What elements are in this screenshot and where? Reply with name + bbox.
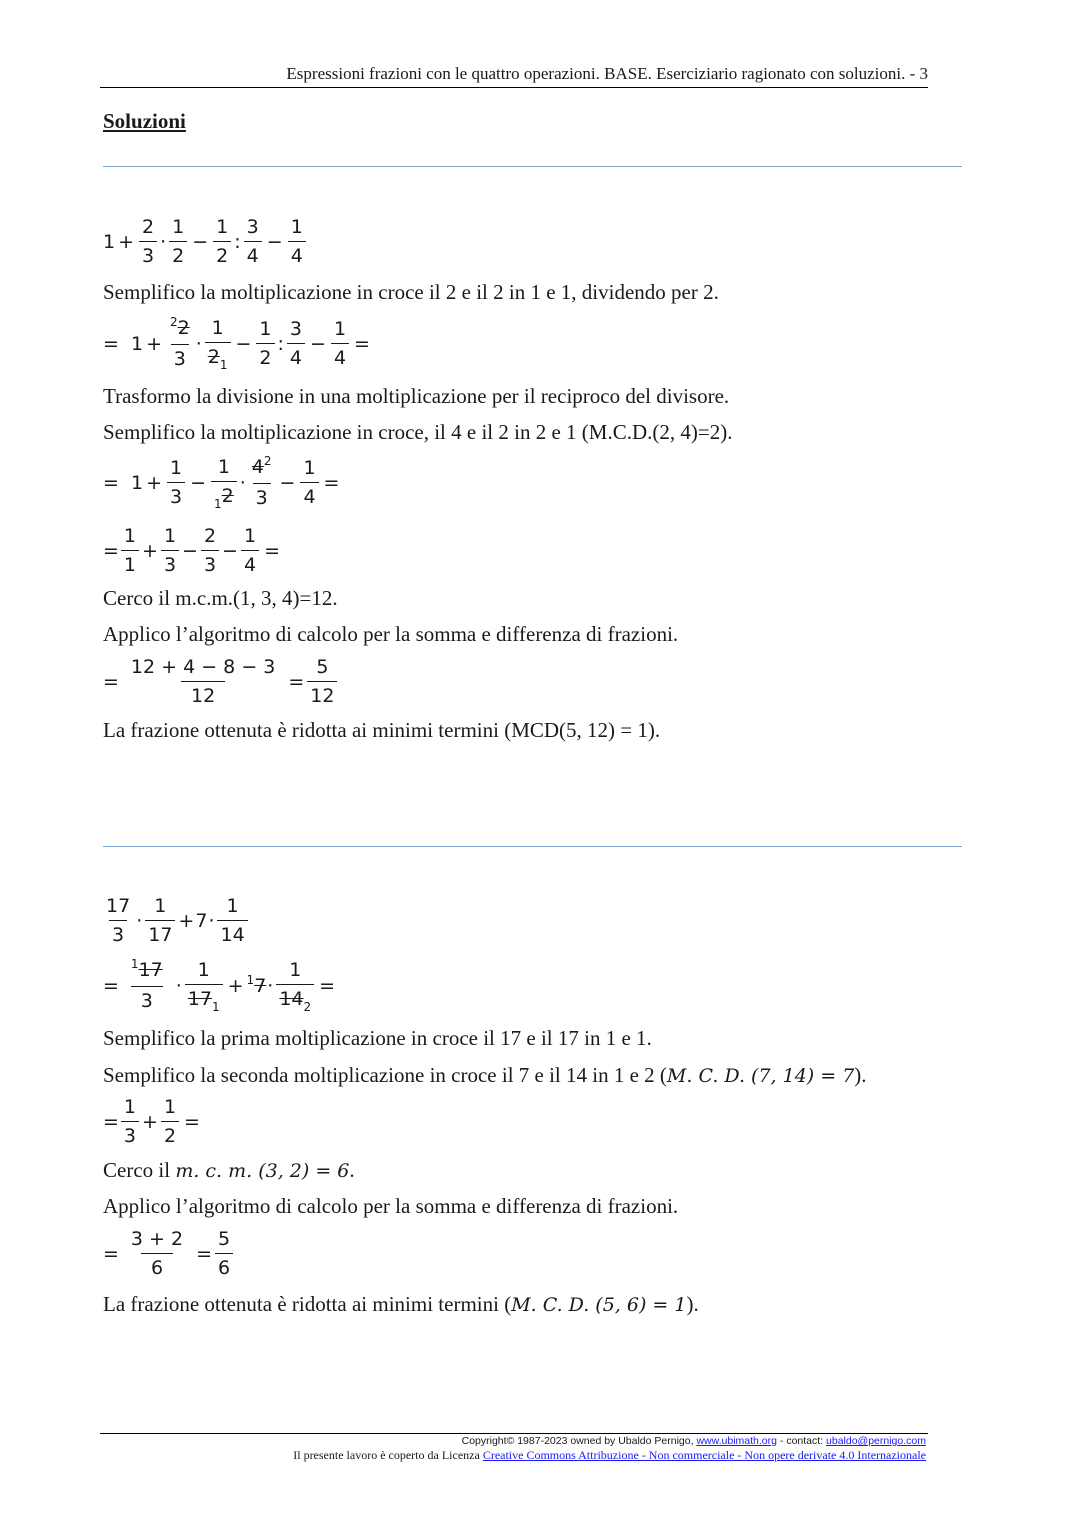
exercise1-text-6: La frazione ottenuta è ridotta ai minimi termini (MCD(5, 12) = 1). (103, 718, 661, 742)
operator: − (310, 332, 326, 355)
fraction: $\frac{1}{_12}$ (211, 455, 237, 510)
operator: + (178, 909, 195, 932)
exercise1-text-1: Semplifico la moltiplicazione in croce il 2 e il 2 in 1 e 1, dividendo per 2. (103, 280, 719, 304)
operator: : (234, 230, 241, 253)
fraction: $\frac{1}{3}$ (167, 456, 185, 509)
exercise2-text-3: Cerco il m. c. m. (3, 2) = 6. (103, 1158, 355, 1182)
operator: = (103, 1110, 119, 1133)
fraction: $\frac{3}{4}$ (287, 317, 305, 370)
fraction: $\frac{17}{3}$ (106, 895, 131, 946)
operator: = (184, 1110, 200, 1133)
exercise2-expression (103, 894, 250, 947)
operator: = (354, 332, 370, 355)
fraction: $\frac{1}{4}$ (241, 524, 259, 577)
license-link[interactable]: Creative Commons Attribuzione - Non commerciale - Non opere derivate 4.0 Internazionale (482, 1448, 926, 1462)
fraction: $\frac{^117}{3}$ (130, 957, 163, 1012)
operator: − (190, 471, 206, 494)
section-title: Soluzioni (103, 109, 186, 133)
operator: = (288, 670, 305, 693)
operator: = (103, 1242, 119, 1265)
fraction: $\frac{1}{4}$ (288, 215, 306, 268)
fraction: $\frac{12 + 4 - 8 - 3}{12}$ (130, 656, 276, 707)
operator: · (195, 332, 202, 355)
fraction: $\frac{1}{1}$ (121, 524, 139, 577)
operator: + (142, 1110, 158, 1133)
operator: − (182, 539, 198, 562)
fraction: $\frac{1}{2}$ (161, 1095, 179, 1148)
operator: · (267, 974, 274, 997)
fraction: $\frac{4^2}{3}$ (251, 454, 272, 509)
fraction: $\frac{3}{4}$ (244, 215, 262, 268)
exercise1-step-3 (103, 524, 283, 577)
operator: · (239, 471, 246, 494)
operator: = (103, 539, 119, 562)
operator: + (146, 332, 162, 355)
operator: + (227, 974, 244, 997)
email-link[interactable]: ubaldo@pernigo.com (826, 1435, 926, 1447)
running-title: Espressioni frazioni con le quattro operazioni. BASE. Eserciziario ragionato con soluzioni. - 3 (286, 64, 928, 83)
exercise2-text-4: Applico l’algoritmo di calcolo per la somma e differenza di frazioni. (103, 1194, 679, 1218)
operator: = (319, 974, 336, 997)
exercise2-text-5: La frazione ottenuta è ridotta ai minimi termini (M. C. D. (5, 6) = 1). (103, 1292, 699, 1316)
exercise2-text-2: Semplifico la seconda moltiplicazione in croce il 7 e il 14 in 1 e 2 (M. C. D. (7, 14) = 7). (103, 1063, 867, 1087)
fraction: $\frac{1}{14_2}$ (276, 958, 314, 1013)
operator: − (222, 539, 238, 562)
running-header (100, 62, 928, 88)
operator: · (208, 909, 215, 932)
exercise2-step-1: = $\frac{^117}{3}$ · $\frac{1}{17_1}$ + $^1$7 · $\frac{1}{14_2}$ = (103, 958, 338, 1013)
fraction: $\frac{5}{12}$ (307, 655, 337, 708)
operator: = (196, 1242, 213, 1265)
footer-license: Il presente lavoro è coperto da Licenza Creative Commons Attribuzione - Non commerciale - Non opere derivate 4.0 Internazionale (293, 1448, 926, 1462)
exercise1-step-2 (103, 455, 342, 510)
operator: − (266, 230, 283, 253)
site-link[interactable]: www.ubimath.org (696, 1435, 777, 1447)
fraction: $\frac{1}{14}$ (217, 894, 247, 947)
fraction: $\frac{1}{2_1}$ (205, 316, 231, 371)
fraction: $\frac{1}{17_1}$ (185, 958, 223, 1013)
fraction: $\frac{1}{2}$ (213, 215, 231, 268)
operator: · (175, 974, 182, 997)
operator: = (103, 332, 119, 355)
operator: = (103, 670, 119, 693)
section-divider-2 (103, 846, 962, 847)
operator: = (103, 471, 119, 494)
exercise1-text-3: Semplifico la moltiplicazione in croce, il 4 e il 2 in 2 e 1 (M.C.D.(2, 4)=2). (103, 420, 733, 444)
exercise1-step-1 (103, 316, 373, 371)
operator: − (279, 471, 296, 494)
fraction: $\frac{5}{6}$ (215, 1227, 233, 1280)
section-divider-1 (103, 166, 962, 167)
term: 1 (103, 230, 116, 253)
exercise1-text-4: Cerco il m.c.m.(1, 3, 4)=12. (103, 586, 338, 610)
exercise2-step-3 (103, 1227, 235, 1280)
exercise1-text-5: Applico l’algoritmo di calcolo per la somma e differenza di frazioni. (103, 622, 679, 646)
term: 7 (195, 909, 208, 932)
fraction: $\frac{1}{2}$ (169, 215, 187, 268)
operator: : (277, 332, 284, 355)
operator: · (136, 909, 143, 932)
exercise2-text-1: Semplifico la prima moltiplicazione in croce il 17 e il 17 in 1 e 1. (103, 1026, 652, 1050)
footer-copyright: Copyright© 1987-2023 owned by Ubaldo Pernigo, www.ubimath.org - contact: ubaldo@pernigo.com (461, 1435, 926, 1447)
operator: − (235, 332, 252, 355)
operator: − (192, 230, 209, 253)
exercise1-text-2: Trasformo la divisione in una moltiplicazione per il reciproco del divisore. (103, 384, 730, 408)
fraction: $\frac{1}{17}$ (145, 894, 175, 947)
fraction: $\frac{^22}{3}$ (169, 315, 190, 370)
fraction: $\frac{2}{3}$ (139, 215, 157, 268)
operator: = (323, 471, 340, 494)
footer-divider (100, 1433, 928, 1434)
fraction: $\frac{1}{2}$ (256, 317, 274, 370)
exercise1-step-4 (103, 655, 339, 708)
operator: = (264, 539, 280, 562)
term: 1 (130, 332, 144, 355)
exercise2-step-2 (103, 1095, 203, 1148)
fraction: $\frac{3 + 2}{6}$ (130, 1228, 184, 1279)
fraction: $\frac{1}{3}$ (161, 524, 179, 577)
operator: = (103, 974, 119, 997)
term: 1 (130, 471, 144, 494)
exercise1-expression (103, 215, 308, 268)
fraction: $\frac{1}{4}$ (331, 317, 349, 370)
operator: + (118, 230, 135, 253)
fraction: $\frac{1}{3}$ (121, 1095, 139, 1148)
operator: + (146, 471, 162, 494)
operator: + (142, 539, 158, 562)
operator: · (160, 230, 167, 253)
fraction: $\frac{1}{4}$ (300, 456, 318, 509)
fraction: $\frac{2}{3}$ (201, 524, 219, 577)
